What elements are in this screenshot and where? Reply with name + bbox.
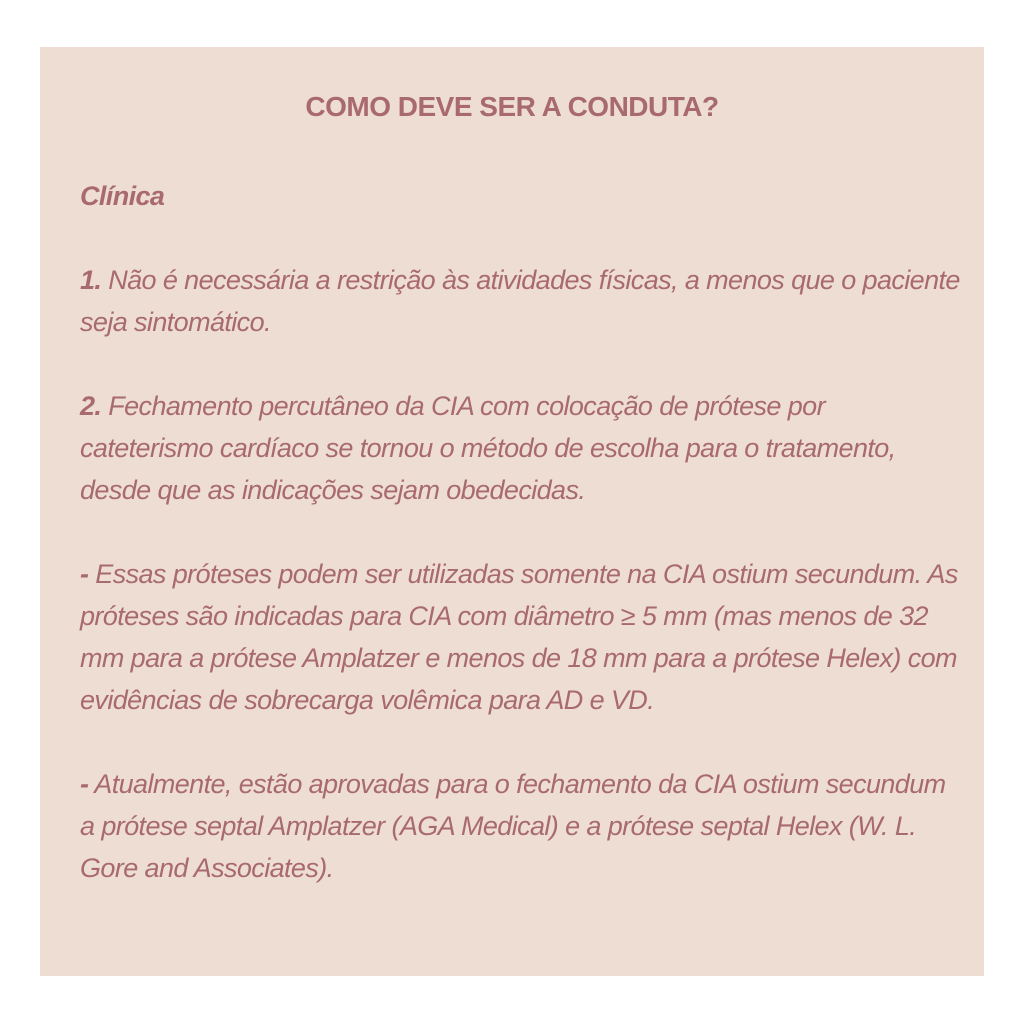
item-text: Fechamento percutâneo da CIA com colocação de prótese por cateterismo cardíaco se tornou o método de escolha para o tratamento, desde que as indicações sejam obedecidas. bbox=[80, 391, 896, 505]
page-title: COMO DEVE SER A CONDUTA? bbox=[305, 91, 719, 122]
item-text: Atualmente, estão aprovadas para o fechamento da CIA ostium secundum a prótese septal Amplatzer (AGA Medical) e a prótese septal Helex (W. L. Gore and Associates). bbox=[80, 769, 946, 883]
section-subtitle: Clínica bbox=[80, 181, 165, 211]
paragraph-1 bbox=[80, 259, 960, 343]
content-body bbox=[80, 175, 960, 889]
paragraph-4 bbox=[80, 763, 960, 889]
item-marker: - bbox=[80, 559, 89, 589]
item-marker: 1. bbox=[80, 265, 102, 295]
item-text: Não é necessária a restrição às atividades físicas, a menos que o paciente seja sintomático. bbox=[80, 265, 960, 337]
paragraph-2 bbox=[80, 385, 960, 511]
item-marker: 2. bbox=[80, 391, 102, 421]
info-card bbox=[40, 47, 984, 976]
item-text: Essas próteses podem ser utilizadas somente na CIA ostium secundum. As próteses são indicadas para CIA com diâmetro ≥ 5 mm (mas menos de 32 mm para a prótese Amplatzer e menos de 18 mm para a prótese Helex) com evidências de sobrecarga volêmica para AD e VD. bbox=[80, 559, 958, 715]
item-marker: - bbox=[80, 769, 89, 799]
paragraph-3 bbox=[80, 553, 960, 721]
